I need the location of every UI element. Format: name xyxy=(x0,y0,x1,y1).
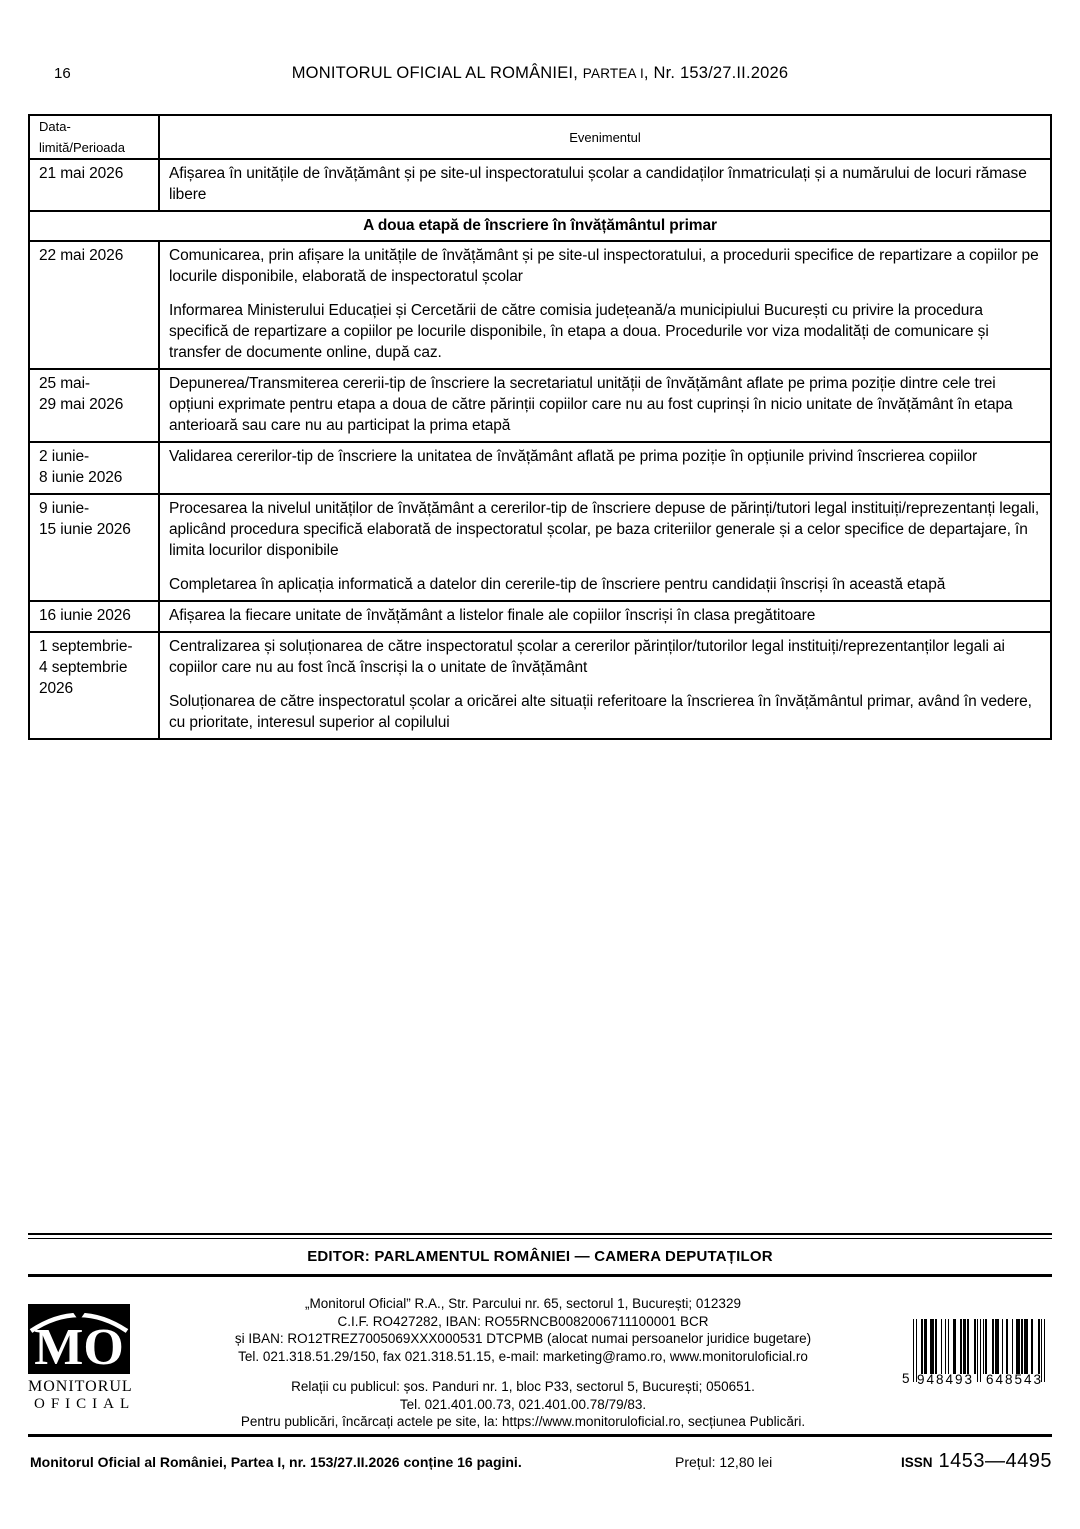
event-paragraph: Depunerea/Transmiterea cererii-tip de înscriere la secretariatul unității de învățământ aflate pe prima poziție dintre cele trei opțiuni exprimate pentru etapa a doua de către părinții copiilor care nu au fost cuprinși în nicio unitate de învățământ în etapa anterioară sau care nu au participat la prima etapă xyxy=(169,375,1013,434)
event-cell xyxy=(159,601,1051,632)
public-line: Relații cu publicul: șos. Panduri nr. 1, bloc P33, sectorul 5, București; 050651. xyxy=(291,1379,755,1394)
publisher-line: și IBAN: RO12TREZ7005069XXX000531 DTCPMB (alocat numai persoanelor juridice bugetare) xyxy=(234,1331,812,1346)
date-cell xyxy=(29,601,159,632)
event-paragraph: Validarea cererilor-tip de înscriere la unitatea de învățământ aflată pe prima poziție în opțiunile privind înscrierea copiilor xyxy=(169,448,978,465)
barcode-area xyxy=(900,1292,1052,1387)
date-cell xyxy=(29,241,159,369)
table-row xyxy=(29,632,1051,739)
divider-line-thick xyxy=(28,1274,1052,1277)
date-line: 9 iunie- xyxy=(39,500,90,517)
publisher-footer xyxy=(28,1292,1052,1431)
column-header-date: Data-limită/Perioada xyxy=(29,115,159,159)
date-line: 1 septembrie- xyxy=(39,638,133,655)
column-header-event: Evenimentul xyxy=(159,115,1051,159)
event-paragraph: Afișarea la fiecare unitate de învățământ a listelor finale ale copiilor înscriși în clasa pregătitoare xyxy=(169,607,816,624)
date-cell xyxy=(29,494,159,601)
barcode-digits xyxy=(917,1372,1042,1387)
date-line: 2 iunie- xyxy=(39,448,90,465)
divider-line xyxy=(28,1233,1052,1235)
barcode xyxy=(902,1319,1046,1387)
date-line: 22 mai 2026 xyxy=(39,247,124,264)
title-number: , Nr. 153/27.II.2026 xyxy=(643,64,789,82)
event-cell xyxy=(159,369,1051,442)
event-cell xyxy=(159,159,1051,211)
price-label: Prețul: 12,80 lei xyxy=(675,1454,773,1470)
date-line: 16 iunie 2026 xyxy=(39,607,131,624)
date-cell xyxy=(29,442,159,494)
event-cell xyxy=(159,442,1051,494)
title-part: PARTEA I xyxy=(582,66,644,81)
enrollment-schedule-table xyxy=(28,114,1052,740)
event-cell xyxy=(159,494,1051,601)
date-line: 2026 xyxy=(39,680,74,697)
table-header-row xyxy=(29,115,1051,159)
event-paragraph: Procesarea la nivelul unităților de învățământ a cererilor-tip de înscriere depuse de părinți/tutori legal instituiți/reprezentanți legali, aplicând procedura specifică elaborată de inspectoratul școlar, pe baza criteriilor generale și a celor specifice de departajare, în limita locurilor disponibile xyxy=(169,500,1040,559)
table-row xyxy=(29,159,1051,211)
barcode-digits-right: 648543 xyxy=(986,1372,1044,1387)
page-header xyxy=(0,64,1080,83)
issue-info: Monitorul Oficial al României, Partea I, nr. 153/27.II.2026 conține 16 pagini. xyxy=(30,1454,522,1470)
document-title xyxy=(0,64,1080,83)
date-line: 25 mai- xyxy=(39,375,90,392)
date-cell xyxy=(29,369,159,442)
logo-text-monitorul: MONITORUL xyxy=(28,1378,133,1395)
publisher-line: „Monitorul Oficial” R.A., Str. Parcului nr. 65, sectorul 1, București; 012329 xyxy=(305,1296,741,1311)
event-paragraph: Comunicarea, prin afișare la unitățile de învățământ și pe site-ul inspectoratului, a procedurii specifice de repartizare a copiilor pe locurile disponibile, elaborată de inspectoratul școlar xyxy=(169,247,1039,285)
event-paragraph: Soluționarea de către inspectoratul școlar a oricărei alte situații referitoare la înscrierea în învățământul primar, având în vedere, cu prioritate, interesul superior al copilului xyxy=(169,693,1032,731)
editor-label: EDITOR: PARLAMENTUL ROMÂNIEI — CAMERA DEPUTAȚILOR xyxy=(307,1248,773,1265)
publisher-info xyxy=(146,1292,900,1431)
title-main: MONITORUL OFICIAL AL ROMÂNIEI, xyxy=(291,64,578,82)
event-paragraph: Centralizarea și soluționarea de către inspectoratul școlar a cererilor părinților/tutorilor legal instituiți/reprezentanților legali ai copiilor care nu au fost încă înscriși la o unitate de învățământ xyxy=(169,638,1005,676)
page-number: 16 xyxy=(54,65,71,82)
section-header: A doua etapă de înscriere în învățământul primar xyxy=(29,211,1051,241)
logo-monogram: MO xyxy=(34,1319,124,1374)
event-cell xyxy=(159,632,1051,739)
monitorul-oficial-logo-icon xyxy=(28,1304,130,1374)
barcode-first-digit: 5 xyxy=(902,1371,910,1386)
table-row xyxy=(29,241,1051,369)
publisher-logo xyxy=(28,1292,146,1413)
public-relations-block xyxy=(146,1378,900,1431)
bottom-divider xyxy=(28,1434,1052,1437)
public-line: Tel. 021.401.00.73, 021.401.00.78/79/83. xyxy=(399,1396,647,1412)
event-paragraph: Completarea în aplicația informatică a datelor din cererile-tip de înscriere pentru candidații înscriși în această etapă xyxy=(169,576,946,593)
publisher-line: C.I.F. RO427282, IBAN: RO55RNCB0082006711100001 BCR xyxy=(337,1313,709,1329)
event-paragraph: Afișarea în unitățile de învățământ și pe site-ul inspectoratului școlar a candidaților înmatriculați și a numărului de locuri rămase libere xyxy=(169,165,1027,203)
event-cell xyxy=(159,241,1051,369)
issn-label: ISSN xyxy=(901,1455,933,1470)
table-row xyxy=(29,442,1051,494)
publisher-address-block xyxy=(146,1295,900,1365)
public-line: Pentru publicări, încărcați actele pe site, la: https://www.monitoruloficial.ro, secțiunea Publicări. xyxy=(240,1414,806,1429)
issn-value: 1453—4495 xyxy=(938,1450,1052,1472)
barcode-digits-left: 948493 xyxy=(917,1372,975,1387)
date-line: 4 septembrie xyxy=(39,659,128,676)
issn xyxy=(901,1450,1052,1473)
bottom-info-row xyxy=(28,1452,1052,1482)
table-row xyxy=(29,601,1051,632)
date-cell xyxy=(29,159,159,211)
editor-bar xyxy=(28,1233,1052,1277)
table-row xyxy=(29,494,1051,601)
date-cell xyxy=(29,632,159,739)
publisher-line: Tel. 021.318.51.29/150, fax 021.318.51.15, e-mail: marketing@ramo.ro, www.monitoruloficial.ro xyxy=(238,1348,808,1364)
date-line: 8 iunie 2026 xyxy=(39,469,123,486)
logo-text-oficial: OFICIAL xyxy=(34,1396,136,1412)
section-header-row xyxy=(29,211,1051,241)
date-line: 29 mai 2026 xyxy=(39,396,124,413)
date-line: 15 iunie 2026 xyxy=(39,521,131,538)
event-paragraph: Informarea Ministerului Educației și Cercetării de către comisia județeană/a municipiului București cu privire la procedura specifică de repartizare a copiilor pe locurile disponibile, în etapa a doua. Procedurile vor viza modalități de comunicare și transfer de documente online, după caz. xyxy=(169,302,989,361)
table-row xyxy=(29,369,1051,442)
date-line: 21 mai 2026 xyxy=(39,165,124,182)
